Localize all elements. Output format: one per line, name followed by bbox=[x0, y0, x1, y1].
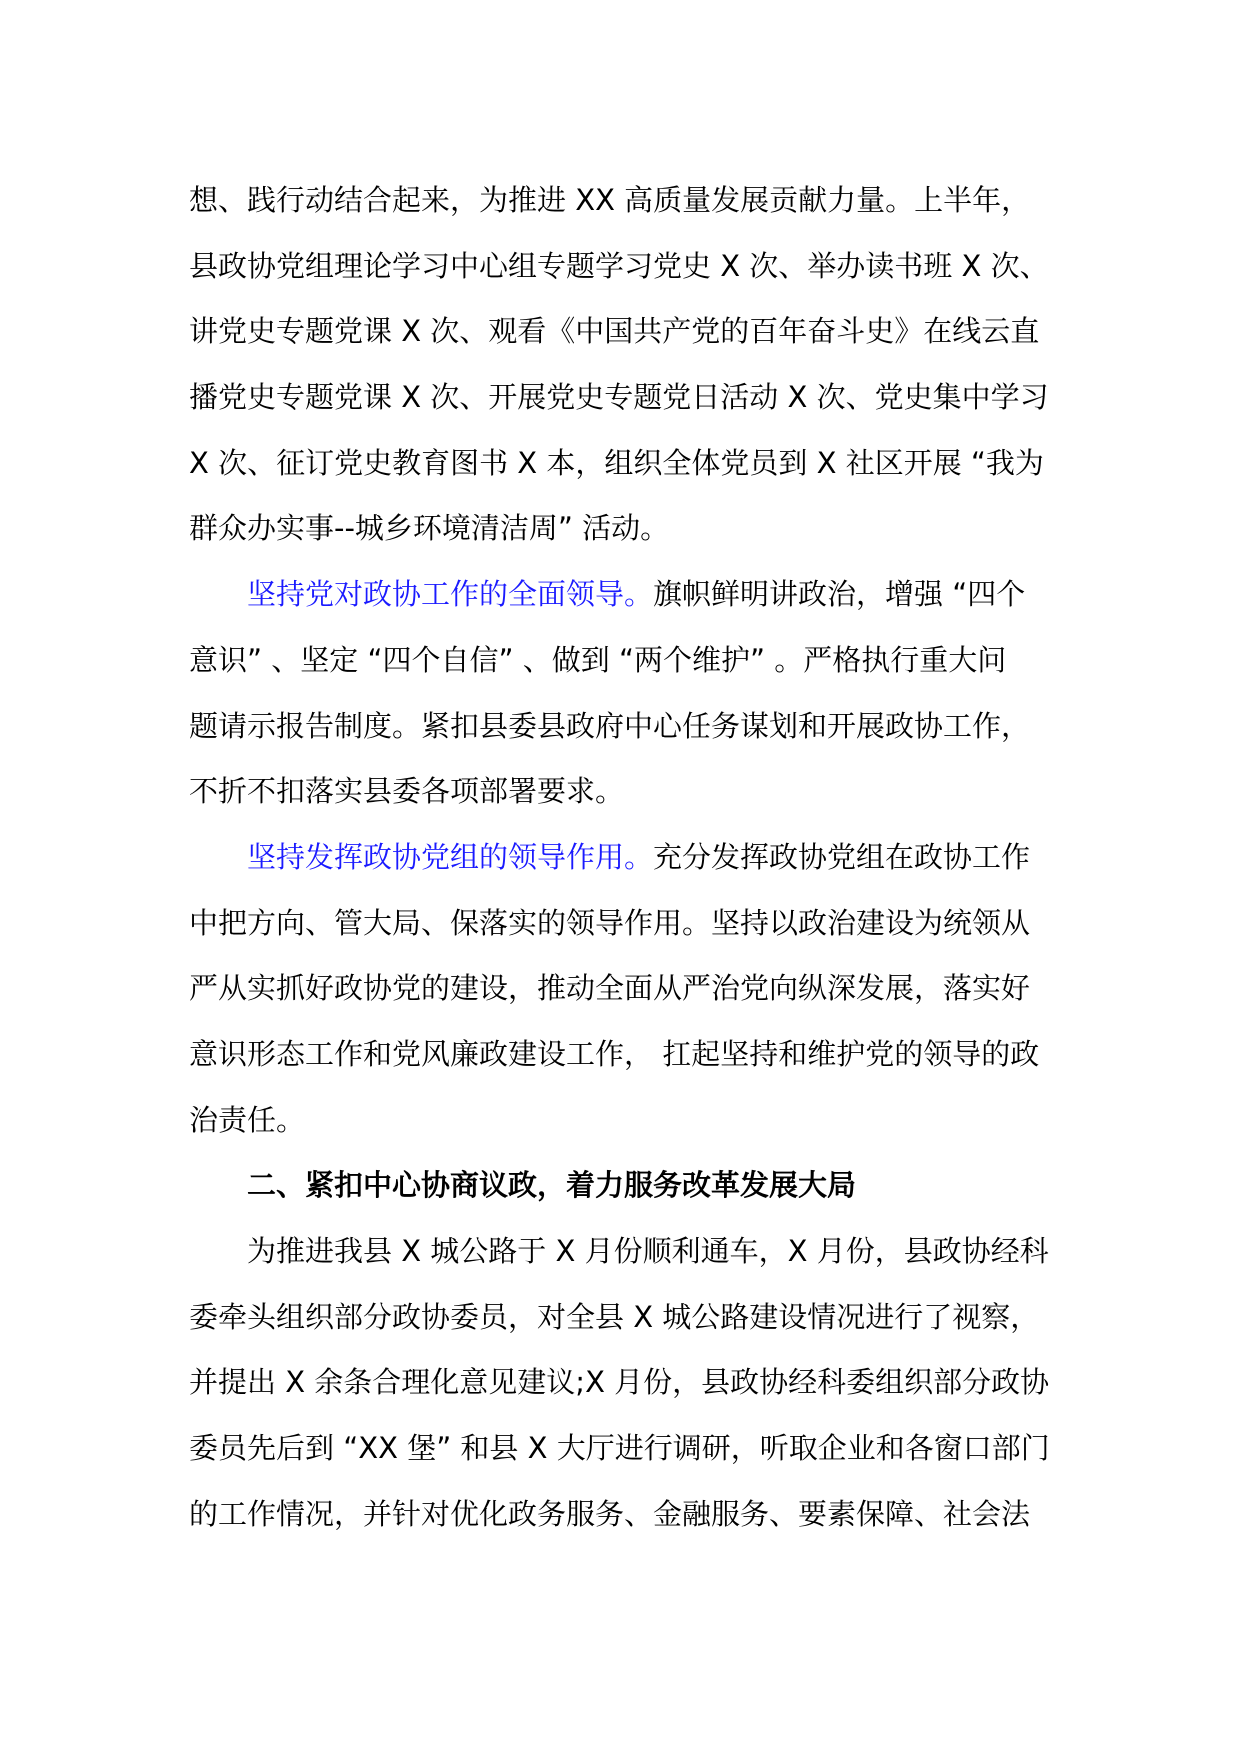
text-span: 旗帜鲜明讲政治，增强 “四个 bbox=[653, 577, 1026, 612]
document-body bbox=[189, 168, 1069, 1547]
text-line: 意识形态工作和党风廉政建设工作， 扛起坚持和维护党的领导的政 bbox=[189, 1036, 1040, 1071]
text-line: 治责任。 bbox=[189, 1102, 306, 1137]
paragraph-1 bbox=[189, 168, 1069, 562]
text-line: 讲党史专题党课 X 次、观看《中国共产党的百年奋斗史》在线云直 bbox=[189, 314, 1040, 349]
text-line: X 次、征订党史教育图书 X 本，组织全体党员到 X 社区开展 “我为 bbox=[189, 445, 1044, 480]
text-line: 委牵头组织部分政协委员，对全县 X 城公路建设情况进行了视察， bbox=[189, 1299, 1040, 1334]
text-line: 为推进我县 X 城公路于 X 月份顺利通车，X 月份，县政协经科 bbox=[247, 1234, 1049, 1268]
text-line: 委员先后到 “XX 堡” 和县 X 大厅进行调研，听取企业和各窗口部门 bbox=[189, 1431, 1050, 1466]
text-line bbox=[189, 825, 1069, 891]
text-line: 播党史专题党课 X 次、开展党史专题党日活动 X 次、党史集中学习 bbox=[189, 380, 1049, 415]
text-line: 题请示报告制度。紧扣县委县政府中心任务谋划和开展政协工作， bbox=[189, 708, 1031, 743]
text-line: 的工作情况，并针对优化政务服务、金融服务、要素保障、社会法 bbox=[189, 1496, 1031, 1531]
text-line: 意识” 、坚定 “四个自信” 、做到 “两个维护” 。严格执行重大问 bbox=[189, 642, 1007, 677]
text-line: 并提出 X 余条合理化意见建议;X 月份，县政协经科委组织部分政协 bbox=[189, 1365, 1050, 1400]
paragraph-lead-highlight: 坚持党对政协工作的全面领导。 bbox=[247, 577, 654, 612]
paragraph-3 bbox=[189, 825, 1069, 1153]
text-span: 充分发挥政协党组在政协工作 bbox=[653, 839, 1031, 874]
paragraph-2 bbox=[189, 562, 1069, 825]
text-line: 严从实抓好政协党的建设，推动全面从严治党向纵深发展，落实好 bbox=[189, 971, 1031, 1006]
paragraph-lead-highlight: 坚持发挥政协党组的领导作用。 bbox=[247, 839, 654, 874]
text-line: 群众办实事--城乡环境清洁周” 活动。 bbox=[189, 511, 670, 546]
text-line: 县政协党组理论学习中心组专题学习党史 X 次、举办读书班 X 次、 bbox=[189, 248, 1049, 283]
text-line: 不折不扣落实县委各项部署要求。 bbox=[189, 774, 625, 809]
section-heading: 二、紧扣中心协商议政，着力服务改革发展大局 bbox=[247, 1168, 857, 1203]
text-line: 中把方向、管大局、保落实的领导作用。坚持以政治建设为统领从 bbox=[189, 905, 1031, 940]
text-line: 想、践行动结合起来，为推进 XX 高质量发展贡献力量。上半年， bbox=[189, 183, 1031, 217]
paragraph-4 bbox=[189, 1219, 1069, 1547]
text-line bbox=[189, 562, 1069, 628]
